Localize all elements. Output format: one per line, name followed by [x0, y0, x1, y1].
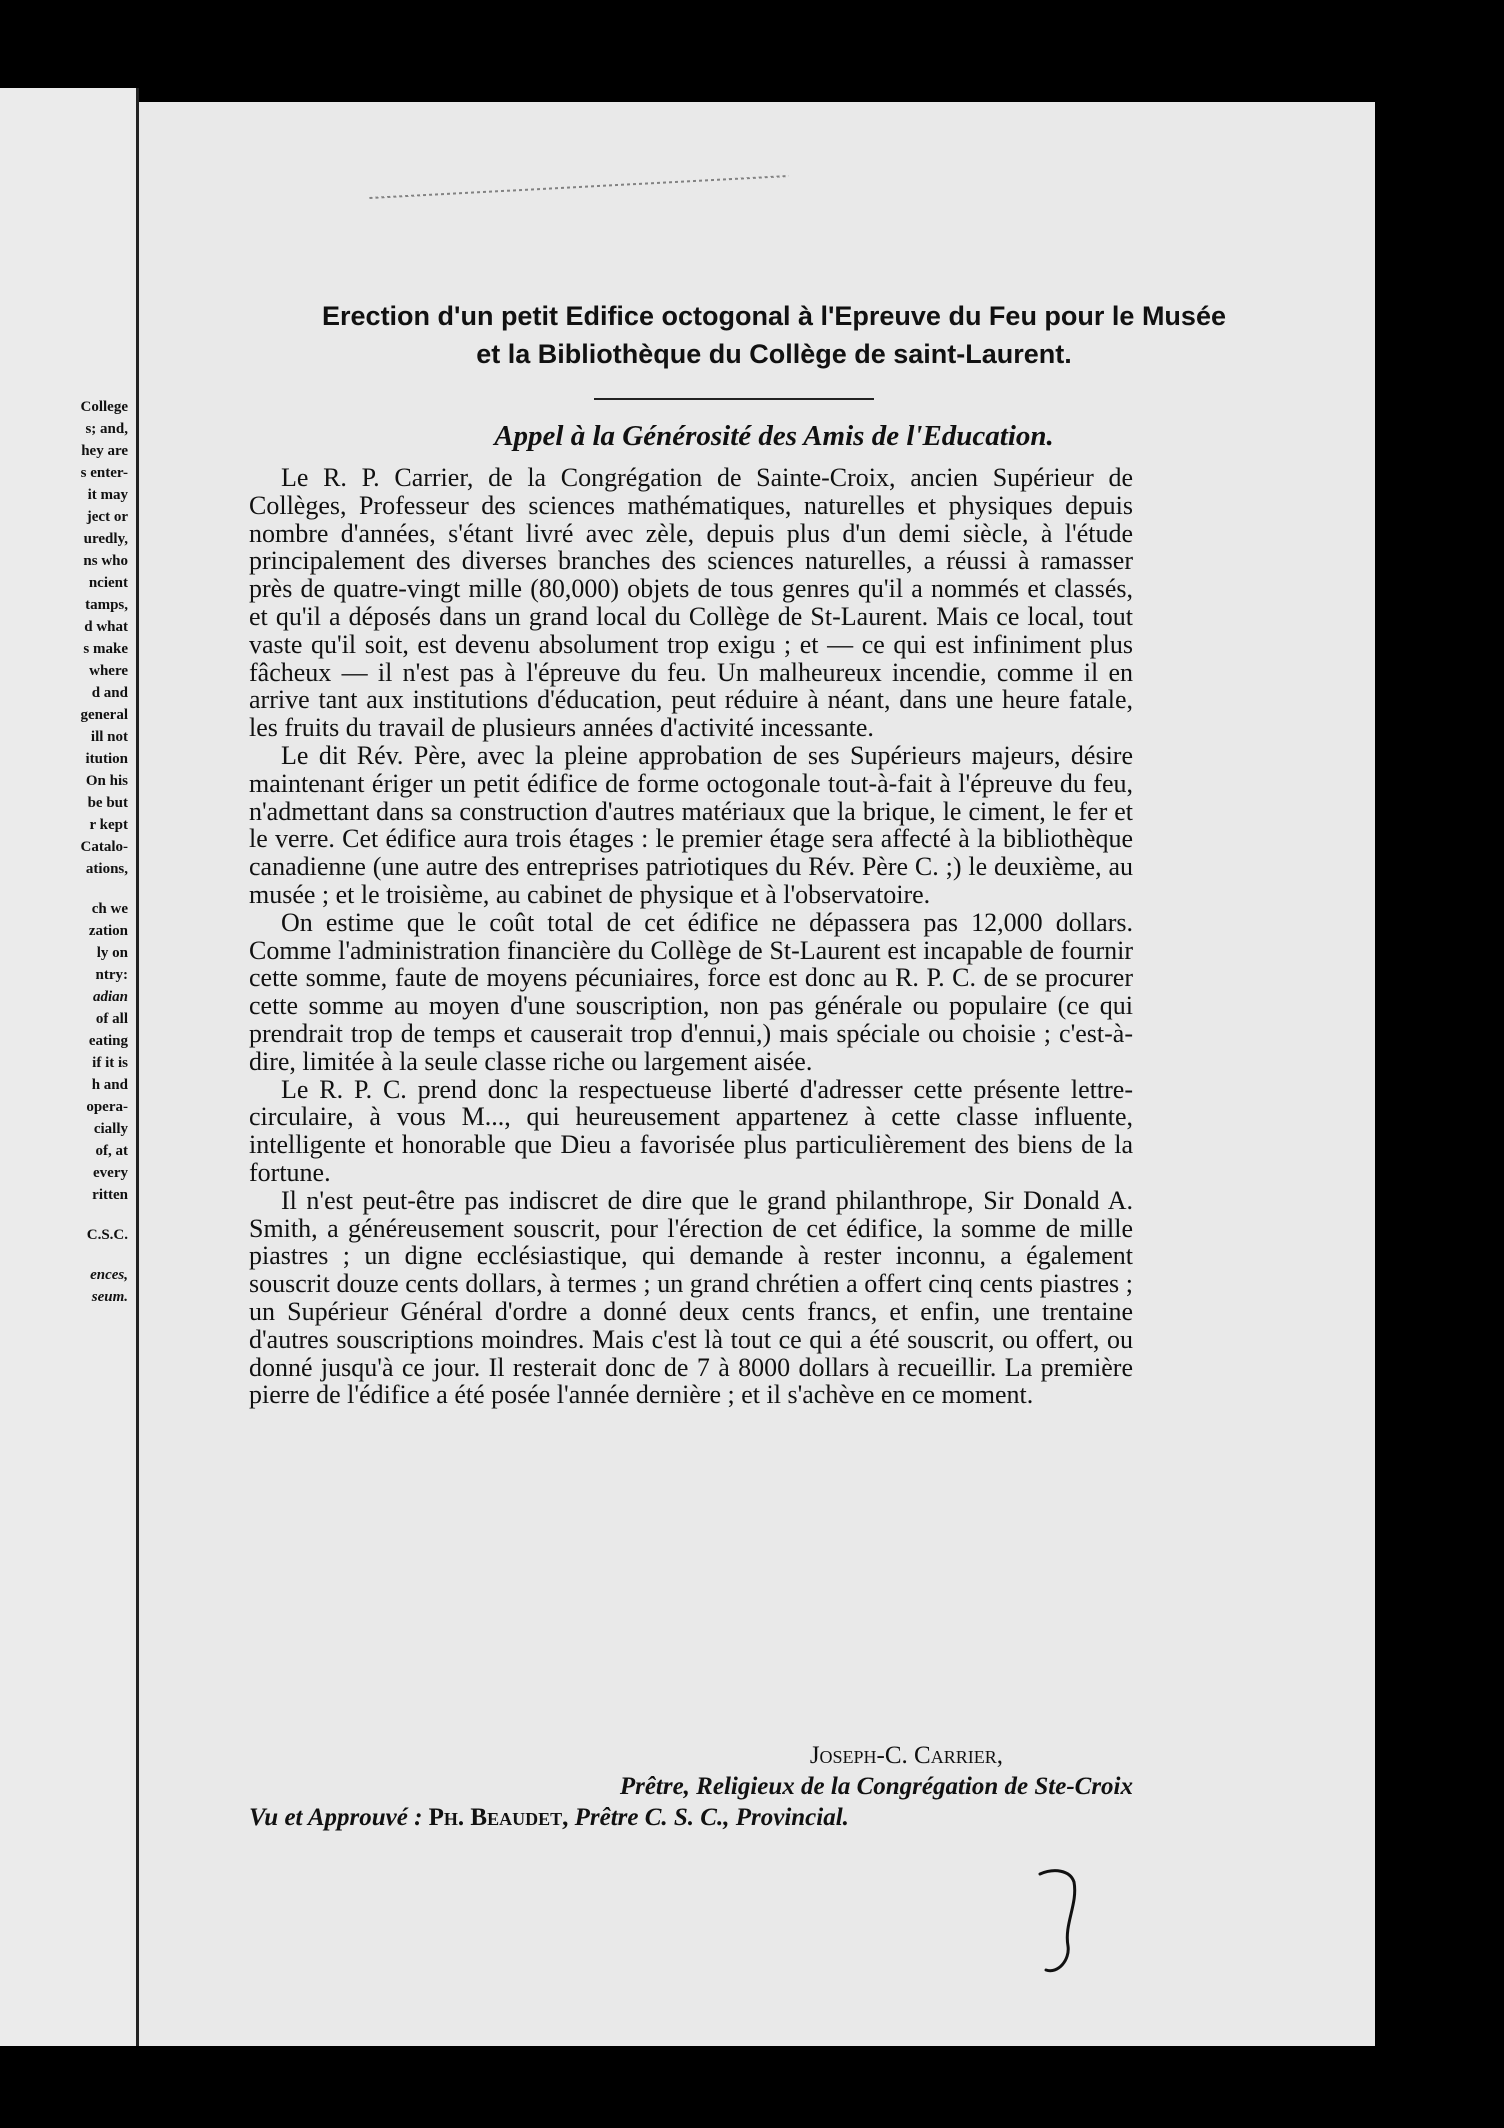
paragraph-1: Le R. P. Carrier, de la Congrégation de Sainte-Croix, ancien Supérieur de Collèges, Professeur des sciences mathématiques, naturelles et physiques depuis nombre d'années, s'étant livré avec zèle, depuis plus d'un demi siècle, à l'étude principalement des diverses branches des sciences naturelles, a réussi à ramasser près de quatre-vingt mille (80,000) objets de tous genres qu'il a nommés et classés, et qu'il a déposés dans un grand local du Collège de St-Laurent. Mais ce local, tout vaste qu'il soit, est devenu absolument trop exigu ; et — ce qui est infiniment plus fâcheux — il n'est pas à l'épreuve du feu. Un malheureux incendie, comme il en arrive tant aux institutions d'éducation, peut réduire à néant, dans une heure fatale, les fruits du travail de plusieurs années d'activité incessante. — [249, 463, 1133, 743]
left-page-line: of all — [95, 1011, 128, 1027]
title-divider — [594, 398, 874, 400]
paragraph-3: On estime que le coût total de cet édifice ne dépassera pas 12,000 dollars. Comme l'administration financière du Collège de St-Laurent est incapable de fournir cette somme, faute de moyens pécuniaires, force est donc au R. P. C. de se procurer cette somme au moyen d'une souscription, non pas générale ou populaire (ce qui prendrait trop de temps et causerait trop d'ennui,) mais spéciale ou choisie ; c'est-à-dire, limitée à la seule classe riche ou largement aisée. — [249, 907, 1133, 1076]
signature-block — [249, 1740, 1133, 1833]
document-page — [139, 102, 1375, 2046]
left-page-line: hey are — [81, 443, 128, 459]
left-page-line: tamps, — [85, 597, 128, 613]
approval-label: Vu et Approuvé : — [249, 1804, 423, 1831]
left-page-line: h and — [91, 1077, 128, 1093]
left-page-text-column — [0, 396, 128, 1308]
left-page-gap — [0, 1246, 128, 1264]
approval-title: Prêtre C. S. C., Provincial. — [574, 1804, 849, 1831]
title-line-2: et la Bibliothèque du Collège de saint-Laurent. — [476, 339, 1072, 369]
left-page-line: if it is — [92, 1055, 128, 1071]
left-page-line: general — [80, 707, 128, 723]
left-page-line: itution — [85, 751, 128, 767]
left-page-fragment — [0, 88, 138, 2046]
left-page-line: ations, — [85, 861, 128, 877]
left-page-line: s enter- — [80, 465, 128, 481]
left-page-line: every — [93, 1165, 128, 1181]
left-page-line: be but — [87, 795, 128, 811]
document-subtitle: Appel à la Générosité des Amis de l'Education. — [494, 420, 1054, 452]
left-page-line: where — [89, 663, 128, 679]
signature-name: Joseph-C. Carrier, — [809, 1742, 1003, 1769]
left-page-line: opera- — [86, 1099, 128, 1115]
signature-title: Prêtre, Religieux de la Congrégation de Ste-Croix — [619, 1773, 1133, 1800]
left-page-line: ences, — [90, 1267, 128, 1283]
left-page-gap — [0, 1206, 128, 1224]
left-page-line: of, at — [95, 1143, 128, 1159]
left-page-line: seum. — [91, 1289, 128, 1305]
left-page-line: ject or — [86, 509, 128, 525]
scan-scratch-mark — [369, 175, 789, 199]
left-page-line: College — [80, 399, 128, 415]
left-page-line: s; and, — [85, 421, 128, 437]
left-page-gap — [0, 880, 128, 898]
left-page-line: s make — [83, 641, 128, 657]
left-page-line: d and — [91, 685, 128, 701]
handwritten-pen-mark — [1034, 1864, 1094, 1984]
left-page-line: it may — [87, 487, 128, 503]
left-page-line: ly on — [96, 945, 128, 961]
approval-name: Ph. Beaudet, — [428, 1804, 569, 1831]
left-page-line: zation — [88, 923, 128, 939]
left-page-line: On his — [85, 773, 128, 789]
left-page-line: uredly, — [83, 531, 128, 547]
left-page-line: cially — [93, 1121, 128, 1137]
left-page-line: ill not — [90, 729, 128, 745]
document-body — [249, 464, 1133, 1409]
paragraph-2: Le dit Rév. Père, avec la pleine approbation de ses Supérieurs majeurs, désire maintenant ériger un petit édifice de forme octogonale tout-à-fait à l'épreuve du feu, n'admettant dans sa construction d'autres matériaux que la brique, le ciment, le fer et le verre. Cet édifice aura trois étages : le premier étage sera affecté à la bibliothèque canadienne (une autre des entreprises patriotiques du Rév. Père C. ;) le deuxième, au musée ; et le troisième, au cabinet de physique et à l'observatoire. — [249, 740, 1133, 909]
left-page-line: adian — [92, 989, 128, 1005]
left-page-line: ritten — [92, 1187, 128, 1203]
left-page-line: ch we — [91, 901, 128, 917]
left-page-line: r kept — [89, 817, 128, 833]
left-page-line: ns who — [83, 553, 128, 569]
title-line-1: Erection d'un petit Edifice octogonal à l'Epreuve du Feu pour le Musée — [322, 301, 1226, 331]
paragraph-4: Le R. P. C. prend donc la respectueuse liberté d'adresser cette présente lettre-circulaire, à vous M..., qui heureusement appartenez à cette classe influente, intelligente et honorable que Dieu a favorisée plus particulièrement des biens de la fortune. — [249, 1074, 1133, 1187]
left-page-line: C.S.C. — [86, 1227, 128, 1243]
left-page-line: Catalo- — [80, 839, 128, 855]
left-page-line: ntry: — [95, 967, 128, 983]
approval-line — [249, 1802, 1133, 1833]
document-title — [259, 297, 1289, 373]
left-page-line: eating — [88, 1033, 128, 1049]
left-page-line: d what — [84, 619, 128, 635]
paragraph-5: Il n'est peut-être pas indiscret de dire que le grand philanthrope, Sir Donald A. Smith, a généreusement souscrit, pour l'érection de cet édifice, la somme de mille piastres ; un digne ecclésiastique, qui demande à rester inconnu, a également souscrit douze cents dollars, à termes ; un grand chrétien a offert cinq cents piastres ; un Supérieur Général d'ordre a donné deux cents francs, et enfin, une trentaine d'autres souscriptions moindres. Mais c'est là tout ce qui a été souscrit, ou offert, ou donné jusqu'à ce jour. Il resterait donc de 7 à 8000 dollars à recueillir. La première pierre de l'édifice a été posée l'année dernière ; et il s'achève en ce moment. — [249, 1185, 1133, 1410]
left-page-line: ncient — [88, 575, 128, 591]
